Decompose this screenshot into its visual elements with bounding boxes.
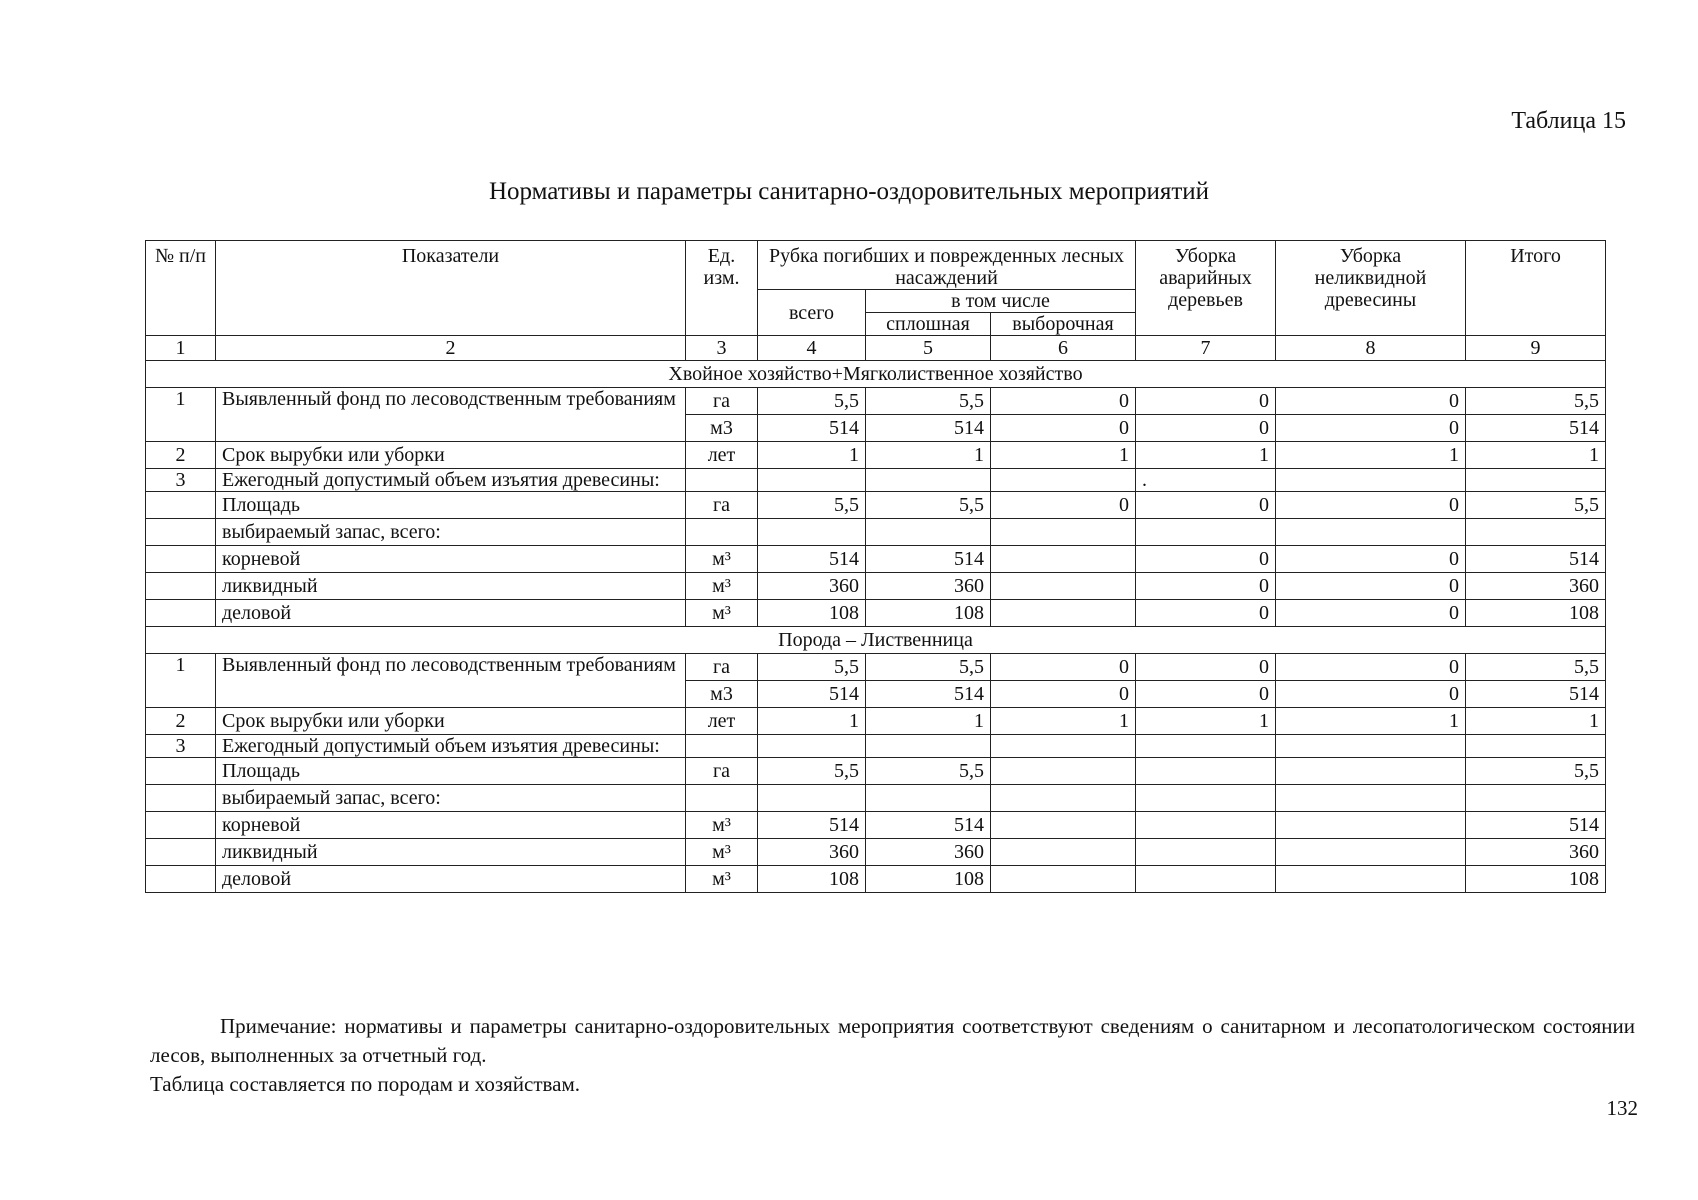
value-cell: 514 xyxy=(866,415,991,442)
row-index: 1 xyxy=(146,388,216,442)
table-note xyxy=(150,1012,1635,1099)
unit-cell: га xyxy=(686,758,758,785)
indicator-name: деловой xyxy=(216,866,686,893)
value-cell: 5,5 xyxy=(1466,654,1606,681)
header-emergency: Уборка аварийных деревьев xyxy=(1136,241,1276,336)
note-text-2: Таблица составляется по породам и хозяйствам. xyxy=(150,1072,581,1096)
column-number: 9 xyxy=(1466,336,1606,361)
unit-cell: м³ xyxy=(686,839,758,866)
value-cell: 514 xyxy=(758,681,866,708)
header-selective: выборочная xyxy=(991,313,1136,336)
value-cell: 0 xyxy=(1136,573,1276,600)
table-row xyxy=(146,708,1606,735)
value-cell: 0 xyxy=(1276,415,1466,442)
unit-cell: м3 xyxy=(686,681,758,708)
value-cell: 108 xyxy=(758,866,866,893)
value-cell: 514 xyxy=(758,415,866,442)
value-cell: 5,5 xyxy=(758,492,866,519)
value-cell xyxy=(1136,839,1276,866)
value-cell xyxy=(1136,758,1276,785)
value-cell: 1 xyxy=(991,708,1136,735)
value-cell: 1 xyxy=(866,442,991,469)
value-cell xyxy=(991,758,1136,785)
value-cell: 0 xyxy=(991,681,1136,708)
table-row xyxy=(146,469,1606,492)
section-title: Порода – Лиственница xyxy=(146,627,1606,654)
value-cell: 5,5 xyxy=(866,492,991,519)
value-cell: 514 xyxy=(866,546,991,573)
table-row xyxy=(146,654,1606,681)
value-cell: 1 xyxy=(1466,442,1606,469)
row-index: 3 xyxy=(146,469,216,492)
column-number: 5 xyxy=(866,336,991,361)
header-indicators: Показатели xyxy=(216,241,686,336)
value-cell: 0 xyxy=(1276,654,1466,681)
value-cell: 0 xyxy=(991,492,1136,519)
table-row xyxy=(146,573,1606,600)
value-cell: 1 xyxy=(866,708,991,735)
value-cell: 108 xyxy=(866,866,991,893)
value-cell: 0 xyxy=(1276,600,1466,627)
value-cell xyxy=(991,546,1136,573)
column-number: 1 xyxy=(146,336,216,361)
section-title: Хвойное хозяйство+Мягколиственное хозяйство xyxy=(146,361,1606,388)
section-conifer-softwood xyxy=(146,361,1606,627)
document-title: Нормативы и параметры санитарно-оздоровительных мероприятий xyxy=(488,178,1210,205)
column-number: 6 xyxy=(991,336,1136,361)
value-cell xyxy=(1276,839,1466,866)
column-number: 7 xyxy=(1136,336,1276,361)
value-cell: 5,5 xyxy=(866,758,991,785)
table-row xyxy=(146,519,1606,546)
unit-cell: м³ xyxy=(686,546,758,573)
value-cell: 5,5 xyxy=(758,758,866,785)
column-number: 2 xyxy=(216,336,686,361)
value-cell: 108 xyxy=(1466,866,1606,893)
value-cell: 360 xyxy=(1466,573,1606,600)
value-cell: 108 xyxy=(866,600,991,627)
value-cell: 360 xyxy=(866,839,991,866)
value-cell: 5,5 xyxy=(1466,388,1606,415)
value-cell xyxy=(1136,866,1276,893)
column-numbers-row xyxy=(146,336,1606,361)
table-row xyxy=(146,866,1606,893)
table-row xyxy=(146,546,1606,573)
value-cell: 108 xyxy=(758,600,866,627)
value-cell: 0 xyxy=(991,415,1136,442)
table-row xyxy=(146,388,1606,415)
indicator-name: Ежегодный допустимый объем изъятия древесины: xyxy=(216,469,686,492)
value-cell: 1 xyxy=(1276,708,1466,735)
value-cell: 360 xyxy=(866,573,991,600)
value-cell: 0 xyxy=(1276,492,1466,519)
column-number: 8 xyxy=(1276,336,1466,361)
indicator-name: деловой xyxy=(216,600,686,627)
value-cell: 514 xyxy=(1466,546,1606,573)
value-cell: 0 xyxy=(1136,388,1276,415)
table-label: Таблица 15 xyxy=(1511,108,1626,134)
indicator-name: корневой xyxy=(216,546,686,573)
value-cell: 1 xyxy=(991,442,1136,469)
value-cell: 5,5 xyxy=(758,388,866,415)
value-cell xyxy=(991,600,1136,627)
value-cell xyxy=(991,866,1136,893)
value-cell xyxy=(1276,866,1466,893)
value-cell: 360 xyxy=(758,573,866,600)
value-cell xyxy=(1136,812,1276,839)
value-cell: 108 xyxy=(1466,600,1606,627)
header-num: № п/п xyxy=(146,241,216,336)
unit-cell: м³ xyxy=(686,573,758,600)
table-row xyxy=(146,839,1606,866)
unit-cell: лет xyxy=(686,708,758,735)
value-cell: 5,5 xyxy=(866,654,991,681)
indicator-name: Выявленный фонд по лесоводственным требованиям xyxy=(216,388,686,442)
value-cell xyxy=(1276,812,1466,839)
column-number: 3 xyxy=(686,336,758,361)
indicator-name: Выявленный фонд по лесоводственным требованиям xyxy=(216,654,686,708)
value-cell: 0 xyxy=(991,388,1136,415)
unit-cell: м³ xyxy=(686,866,758,893)
value-cell: 0 xyxy=(1136,415,1276,442)
section-larch xyxy=(146,627,1606,893)
value-cell: 5,5 xyxy=(1466,758,1606,785)
value-cell xyxy=(991,812,1136,839)
indicator-name: Срок вырубки или уборки xyxy=(216,442,686,469)
header-clear: сплошная xyxy=(866,313,991,336)
value-cell: 0 xyxy=(1136,681,1276,708)
table-row xyxy=(146,758,1606,785)
page-number: 132 xyxy=(1606,1096,1638,1120)
value-cell: 0 xyxy=(1276,573,1466,600)
header-felling-group: Рубка погибших и поврежденных лесных насаждений xyxy=(758,241,1136,290)
unit-cell: га xyxy=(686,388,758,415)
unit-cell: м³ xyxy=(686,812,758,839)
value-cell: 1 xyxy=(758,708,866,735)
unit-cell: га xyxy=(686,654,758,681)
row-index: 2 xyxy=(146,708,216,735)
row-index: 2 xyxy=(146,442,216,469)
value-cell: 0 xyxy=(1276,681,1466,708)
indicator-name: Ежегодный допустимый объем изъятия древесины: xyxy=(216,735,686,758)
header-unit: Ед. изм. xyxy=(686,241,758,336)
value-cell: 1 xyxy=(1466,708,1606,735)
indicator-name: Площадь xyxy=(216,758,686,785)
value-cell: 0 xyxy=(1276,546,1466,573)
value-cell xyxy=(991,839,1136,866)
table-row xyxy=(146,442,1606,469)
table-row xyxy=(146,600,1606,627)
value-cell: 514 xyxy=(1466,681,1606,708)
row-index: 3 xyxy=(146,735,216,758)
value-cell: 0 xyxy=(1136,600,1276,627)
table-row xyxy=(146,785,1606,812)
value-cell xyxy=(1276,758,1466,785)
unit-cell: лет xyxy=(686,442,758,469)
value-cell: 514 xyxy=(866,681,991,708)
value-cell: 514 xyxy=(1466,415,1606,442)
column-number: 4 xyxy=(758,336,866,361)
indicator-name: Площадь xyxy=(216,492,686,519)
value-cell: 0 xyxy=(1136,654,1276,681)
value-cell: 514 xyxy=(866,812,991,839)
value-cell: 514 xyxy=(1466,812,1606,839)
indicator-name: выбираемый запас, всего: xyxy=(216,519,686,546)
value-cell: 1 xyxy=(1136,442,1276,469)
value-cell: 1 xyxy=(758,442,866,469)
value-cell: 0 xyxy=(1136,492,1276,519)
indicator-name: выбираемый запас, всего: xyxy=(216,785,686,812)
header-total-sub: всего xyxy=(758,290,866,336)
table-row xyxy=(146,492,1606,519)
row-index: 1 xyxy=(146,654,216,708)
value-cell: 1 xyxy=(1136,708,1276,735)
value-cell: 1 xyxy=(1276,442,1466,469)
value-cell: 0 xyxy=(991,654,1136,681)
value-cell: 0 xyxy=(1276,388,1466,415)
indicator-name: корневой xyxy=(216,812,686,839)
value-cell: 5,5 xyxy=(758,654,866,681)
value-cell: 360 xyxy=(758,839,866,866)
value-cell: 514 xyxy=(758,812,866,839)
indicator-name: ликвидный xyxy=(216,839,686,866)
value-cell: 5,5 xyxy=(1466,492,1606,519)
header-nonliquid: Уборка неликвидной древесины xyxy=(1276,241,1466,336)
value-cell: 5,5 xyxy=(866,388,991,415)
stray-mark: . xyxy=(1136,469,1276,492)
value-cell xyxy=(991,573,1136,600)
indicator-name: Срок вырубки или уборки xyxy=(216,708,686,735)
unit-cell: га xyxy=(686,492,758,519)
note-text: Примечание: нормативы и параметры санитарно-оздоровительных мероприятия соответствуют сведениям о санитарном и лесопатологическом состоянии лесов, выполненных за отчетный год. xyxy=(150,1014,1635,1067)
unit-cell: м³ xyxy=(686,600,758,627)
header-including: в том числе xyxy=(866,290,1136,313)
table-row xyxy=(146,812,1606,839)
table-row xyxy=(146,735,1606,758)
value-cell: 360 xyxy=(1466,839,1606,866)
value-cell: 514 xyxy=(758,546,866,573)
unit-cell: м3 xyxy=(686,415,758,442)
header-itogo: Итого xyxy=(1466,241,1606,336)
value-cell: 0 xyxy=(1136,546,1276,573)
sanitary-measures-table xyxy=(145,240,1606,893)
indicator-name: ликвидный xyxy=(216,573,686,600)
